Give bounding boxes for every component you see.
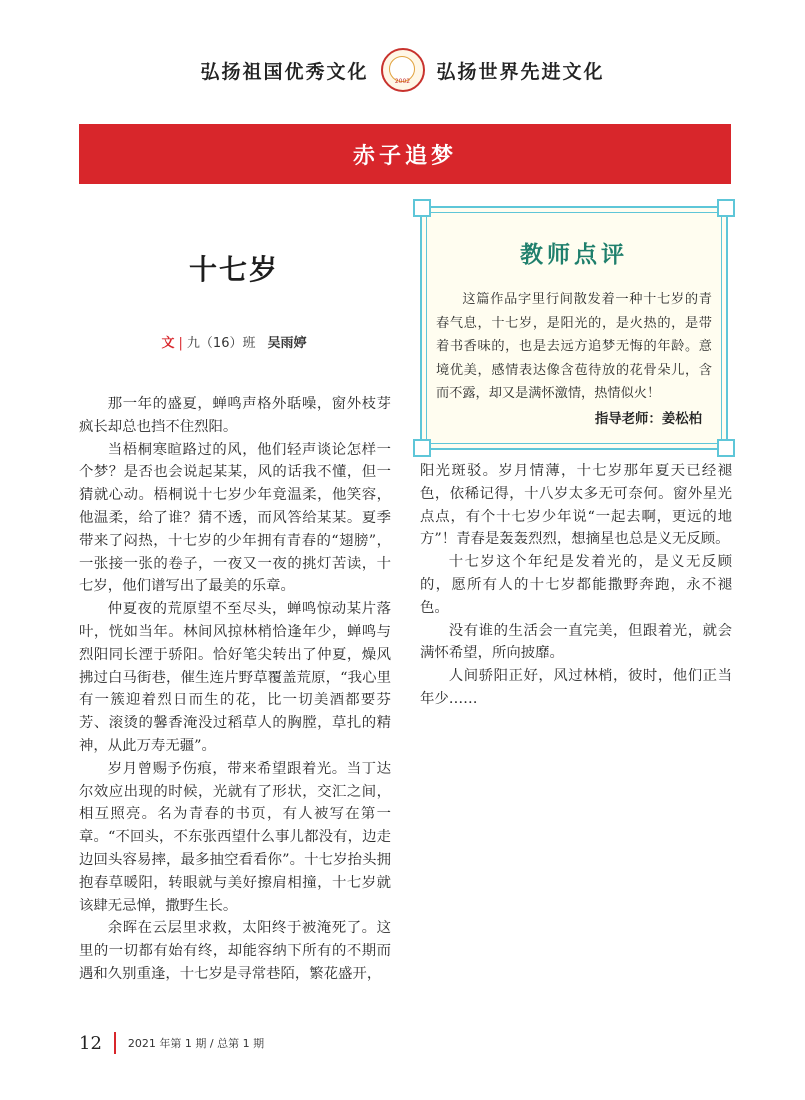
paragraph: 阳光斑驳。岁月情薄，十七岁那年夏天已经褪色，依稀记得，十八岁太多无可奈何。窗外星光点点，有个十七岁少年说“一起去啊，更远的地方”！青春是轰轰烈烈，想摘星也总是义无反顾。 [420, 463, 732, 548]
byline-author: 吴雨婷 [267, 336, 307, 351]
issue-info: 2021 年第 1 期 / 总第 1 期 [127, 1037, 265, 1050]
paragraph: 岁月曾赐予伤痕，带来希望跟着光。当丁达尔效应出现的时候，光就有了形状，交汇之间，相互照亮。名为青春的书页，有人被写在第一章。“不回头，不东张西望什么事儿都没有，边走边回头容易摔，最多抽空看看你”。十七岁抬头拥抱春草暖阳，转眼就与美好擦肩相撞，十七岁就该肆无忌惮，撒野生长。 [79, 760, 391, 914]
review-title: 教师点评 [520, 242, 628, 268]
review-text: 这篇作品字里行间散发着一种十七岁的青春气息，十七岁，是阳光的，是火热的，是带着书香味的，也是去远方追梦无悔的年龄。意境优美，感情表达像含苞待放的花骨朵儿，含而不露，却又是满怀激情，热情似火！ [436, 292, 712, 401]
paragraph: 十七岁这个年纪是发着光的，是义无反顾的，愿所有人的十七岁都能撒野奔跑，永不褪色。 [420, 554, 732, 616]
corner-ornament [717, 439, 735, 457]
footer-divider [114, 1032, 116, 1054]
article-body-right [420, 460, 732, 711]
article-byline [79, 332, 389, 351]
byline-tag: 文 [161, 336, 175, 351]
paragraph: 余晖在云层里求救，太阳终于被淹死了。这里的一切都有始有终，却能容纳下所有的不期而遇和久别重逢，十七岁是寻常巷陌，繁花盛开， [79, 920, 391, 982]
school-logo-icon [381, 48, 425, 92]
slogan-right: 弘扬世界先进文化 [436, 60, 605, 83]
slogan-left: 弘扬祖国优秀文化 [200, 60, 369, 83]
teacher-review-box [420, 206, 728, 450]
review-teacher: 指导老师：姜松柏 [594, 412, 702, 427]
page-footer [79, 1030, 264, 1056]
paragraph: 人间骄阳正好，风过林梢，彼时，他们正当年少…… [420, 668, 732, 707]
byline-class: 九（16）班 [186, 336, 256, 351]
logo-year: 2002 [394, 78, 411, 85]
byline-divider: | [178, 336, 183, 351]
section-title: 赤子追梦 [352, 143, 457, 169]
paragraph: 当梧桐寒暄路过的风，他们轻声谈论怎样一个梦？是否也会说起某某，风的话我不懂，但一猜就心动。梧桐说十七岁少年竟温柔，他笑容，他温柔，给了谁？猜不透，而风答给某某。夏季带来了闷热，十七岁的少年拥有青春的“翅膀”，一张接一张的卷子，一夜又一夜的挑灯苦读，十七岁，他们谱写出了最美的乐章。 [79, 441, 391, 595]
page-number: 12 [79, 1032, 102, 1054]
paragraph: 没有谁的生活会一直完美，但跟着光，就会满怀希望，所向披靡。 [420, 622, 732, 662]
corner-ornament [717, 199, 735, 217]
article-body-left [79, 393, 391, 986]
header-slogan [0, 50, 805, 90]
section-banner [79, 124, 731, 184]
article-title: 十七岁 [188, 253, 279, 286]
corner-ornament [413, 439, 431, 457]
corner-ornament [413, 199, 431, 217]
paragraph: 那一年的盛夏，蝉鸣声格外聒噪，窗外枝芽疯长却总也挡不住烈阳。 [79, 396, 391, 435]
paragraph: 仲夏夜的荒原望不至尽头，蝉鸣惊动某片落叶，恍如当年。林间风掠林梢恰逢年少，蝉鸣与烈阳同长湮于骄阳。恰好笔尖转出了仲夏，燥风拂过白马街巷，催生连片野草覆盖荒原，“我心里有一簇迎着烈日而生的花，比一切美酒都要芬芳、滚烫的馨香淹没过稻草人的胸膛，草扎的精神，从此万寿无疆”。 [79, 601, 391, 754]
